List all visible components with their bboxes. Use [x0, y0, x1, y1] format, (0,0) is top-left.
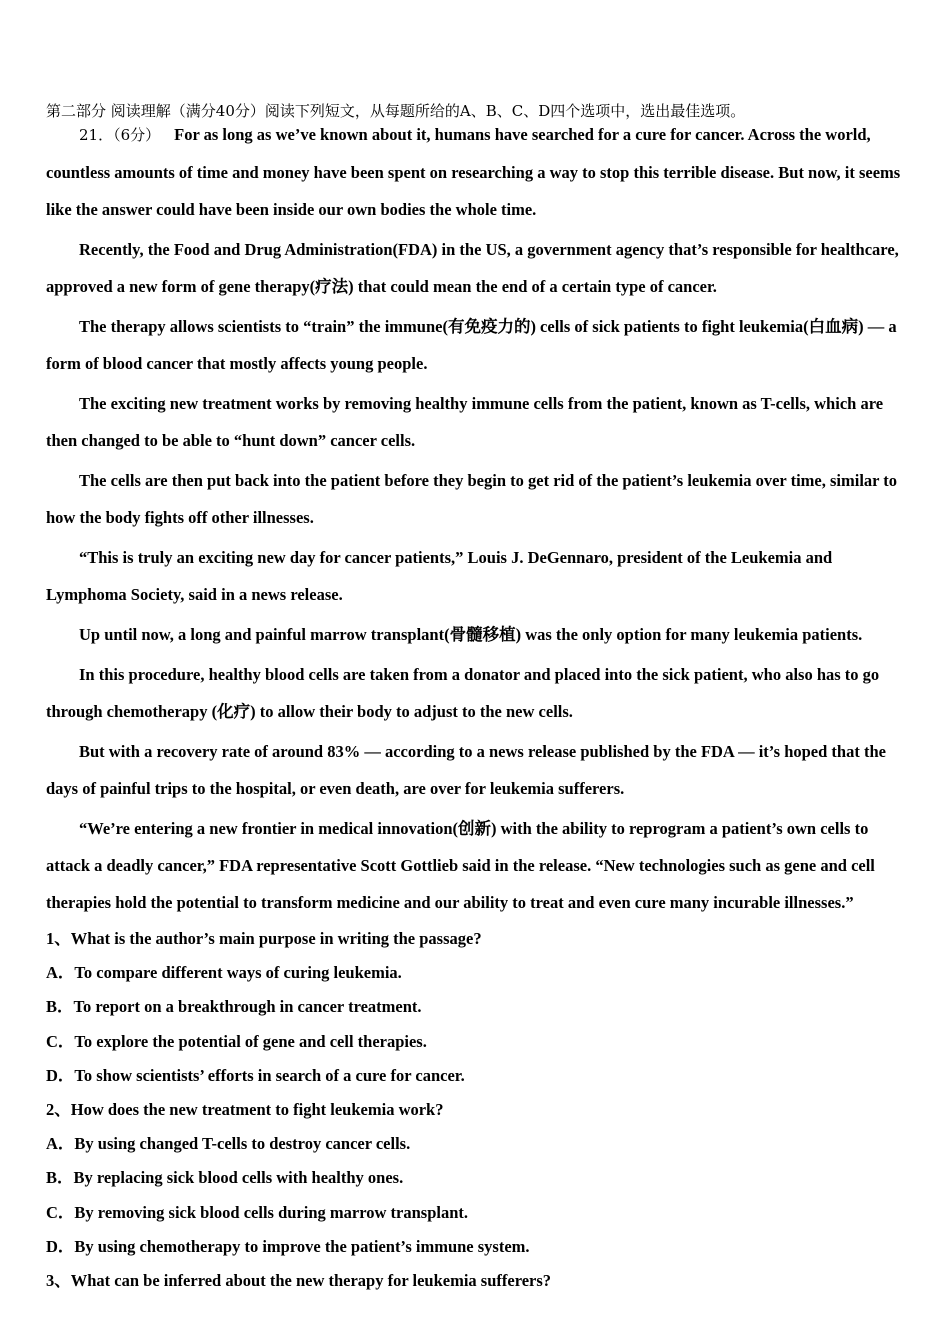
option-d: D．To show scientists’ efforts in search of a cure for cancer. — [46, 1065, 465, 1085]
option-a: A．To compare different ways of curing leukemia. — [46, 963, 402, 983]
document-page — [46, 98, 904, 1298]
option-c: C．To explore the potential of gene and cell therapies. — [46, 1031, 427, 1051]
option-b: B．To report on a breakthrough in cancer treatment. — [46, 997, 422, 1017]
passage-paragraph: The therapy allows scientists to “train” the immune(有免疫力的) cells of sick patients to fight leukemia(白血病) — a form of blood cancer that mostly affects young people. — [46, 317, 897, 373]
passage-paragraph: Recently, the Food and Drug Administration(FDA) in the US, a government agency that’s responsible for healthcare, approved a new form of gene therapy(疗法) that could mean the end of a certain type of cancer. — [46, 240, 899, 296]
passage-paragraph: Up until now, a long and painful marrow transplant(骨髓移植) was the only option for many leukemia patients. — [79, 625, 863, 644]
passage-paragraph: “We’re entering a new frontier in medical innovation(创新) with the ability to reprogram a patient’s own cells to attack a deadly cancer,” FDA representative Scott Gottlieb said in the release. “New technologies such as gene and cell therapies hold the potential to transform medicine and our ability to treat and even cure many incurable illnesses.” — [46, 819, 875, 912]
question-3 — [46, 1264, 904, 1298]
question-list — [46, 922, 904, 1298]
passage-paragraph: The exciting new treatment works by removing healthy immune cells from the patient, known as T-cells, which are then changed to be able to “hunt down” cancer cells. — [46, 394, 884, 450]
option-a: A．By using changed T-cells to destroy cancer cells. — [46, 1134, 411, 1154]
paragraph-text: For as long as we’ve known about it, humans have searched for a cure for cancer. Across the world, countless amounts of time and money have been spent on researching a way to stop this terrible disease. But now, it seems like the answer could have been inside our own bodies the whole time. — [46, 125, 901, 219]
passage-paragraph: But with a recovery rate of around 83% — according to a news release published by the FDA — it’s hoped that the days of painful trips to the hospital, or even death, are over for leukemia sufferers. — [46, 742, 886, 798]
passage-paragraph: The cells are then put back into the patient before they begin to get rid of the patient’s leukemia over time, similar to how the body fights off other illnesses. — [46, 471, 898, 527]
section-header: 第二部分 阅读理解（满分40分）阅读下列短文，从每题所给的A、B、C、D四个选项中，选出最佳选项。 — [46, 102, 746, 120]
option-d: D．By using chemotherapy to improve the patient’s immune system. — [46, 1236, 530, 1256]
question-number-label: 21．（6分） — [79, 126, 161, 144]
passage-paragraph: “This is truly an exciting new day for cancer patients,” Louis J. DeGennaro, president of the Leukemia and Lymphoma Society, said in a news release. — [46, 548, 833, 604]
passage-paragraph: In this procedure, healthy blood cells are taken from a donator and placed into the sick patient, who also has to go through chemotherapy (化疗) to allow their body to adjust to the new cells. — [46, 665, 880, 721]
question-stem: 1、What is the author’s main purpose in writing the passage? — [46, 929, 482, 948]
passage-paragraph — [46, 116, 904, 228]
question-stem: 3、What can be inferred about the new therapy for leukemia sufferers? — [46, 1271, 552, 1291]
question-2 — [46, 1093, 904, 1264]
option-c: C．By removing sick blood cells during marrow transplant. — [46, 1202, 468, 1222]
option-b: B．By replacing sick blood cells with healthy ones. — [46, 1168, 404, 1188]
reading-passage — [46, 116, 904, 921]
question-1 — [46, 922, 904, 1093]
question-stem: 2、How does the new treatment to fight leukemia work? — [46, 1100, 444, 1120]
